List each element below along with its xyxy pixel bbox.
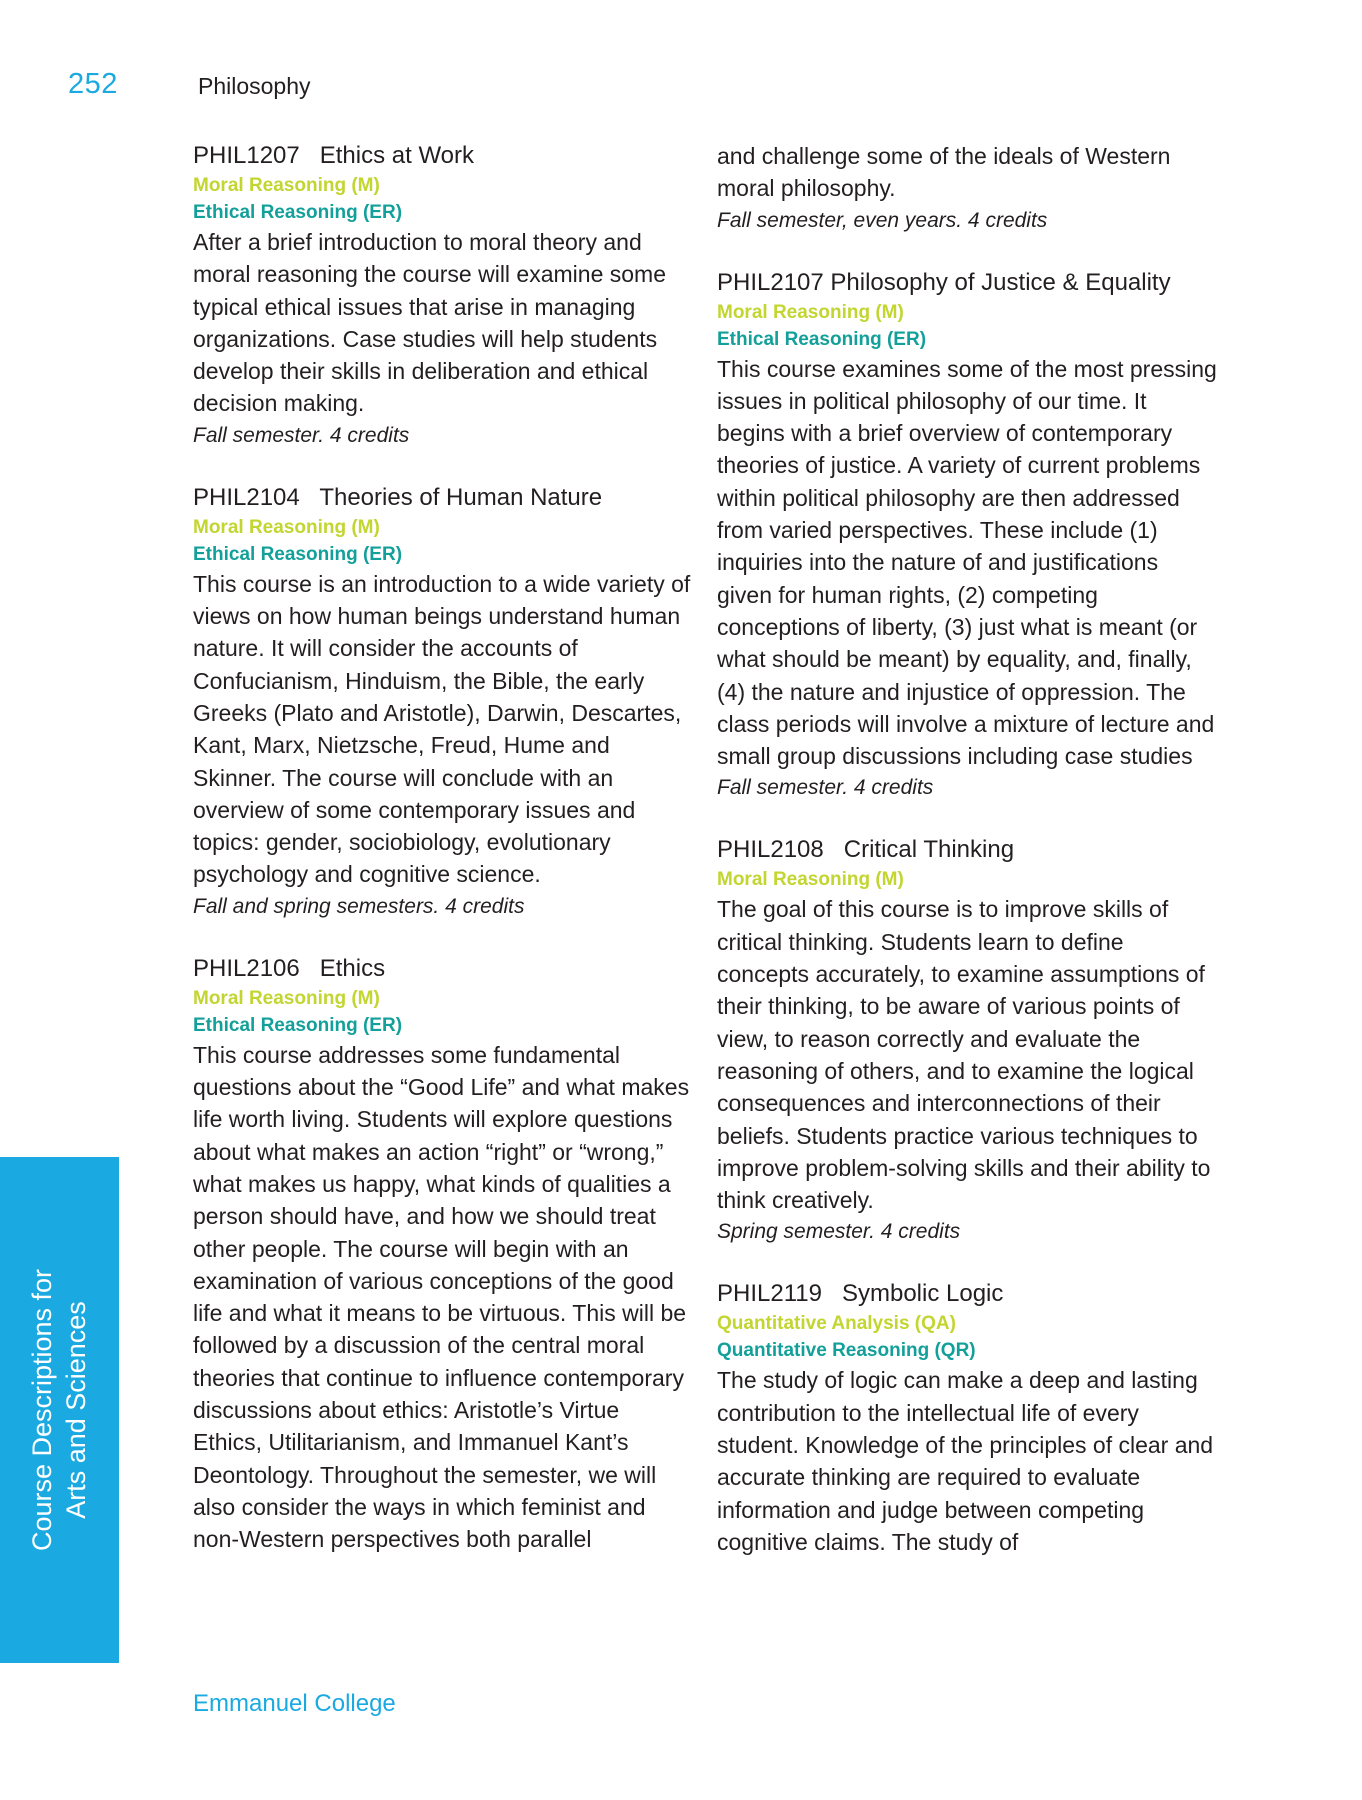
course-tag: Ethical Reasoning (ER)	[717, 328, 927, 350]
course-meta: Fall semester. 4 credits	[717, 776, 934, 800]
section-title: Philosophy	[198, 73, 311, 99]
course-meta: Spring semester. 4 credits	[717, 1220, 961, 1244]
course-tag: Quantitative Analysis (QA)	[717, 1313, 956, 1335]
side-tab	[0, 1157, 119, 1663]
course-description: The study of logic can make a deep and lasting contribution to the intellectual life of every student. Knowledge of the principles of clear and accurate thinking are required to evaluate information and judge between competing cognitive claims. The study of	[717, 1367, 1214, 1555]
footer-college: Emmanuel College	[193, 1690, 396, 1717]
course-tag: Ethical Reasoning (ER)	[193, 202, 403, 223]
course-meta: Fall semester, even years. 4 credits	[717, 208, 1048, 232]
course-phil2106-continued	[717, 140, 1217, 237]
course-description: This course examines some of the most pressing issues in political philosophy of our time. It begins with a brief overview of contemporary theories of justice. A variety of current problems within political philosophy are then addressed from varied perspectives. These include (1) inquiries into the nature of and justifications given for human rights, (2) competing conceptions of liberty, (3) just what is meant (or what should be meant) by equality, and, finally, (4) the nature and injustice of oppression. The class periods will involve a mixture of lecture and small group discussions including case studies	[717, 355, 1217, 770]
left-column	[193, 140, 693, 1586]
course-description: The goal of this course is to improve skills of critical thinking. Students learn to define concepts accurately, to examine assumptions of their thinking, to be aware of various points of view, to reason correctly and evaluate the reasoning of others, and to examine the logical consequences and interconnections of their beliefs. Students practice various techniques to improve problem-solving skills and their ability to think creatively.	[717, 896, 1211, 1214]
course-tag: Ethical Reasoning (ER)	[193, 543, 403, 565]
course-meta: Fall and spring semesters. 4 credits	[193, 894, 525, 918]
course-tag: Moral Reasoning (M)	[717, 301, 904, 323]
course-title: PHIL2119 Symbolic Logic	[717, 1280, 1004, 1308]
course-tag: Quantitative Reasoning (QR)	[717, 1340, 976, 1362]
course-title: PHIL2104 Theories of Human Nature	[193, 483, 603, 511]
right-column	[717, 140, 1217, 1588]
course-phil1207	[193, 140, 693, 452]
side-tab-label	[25, 1269, 93, 1551]
course-phil2119	[717, 1278, 1217, 1558]
course-meta: Fall semester. 4 credits	[193, 423, 410, 447]
course-title: PHIL2106 Ethics	[193, 954, 386, 982]
course-phil2107	[717, 267, 1217, 805]
side-tab-line: Course Descriptions for	[27, 1268, 57, 1552]
course-tag: Moral Reasoning (M)	[717, 869, 904, 891]
course-tag: Moral Reasoning (M)	[193, 175, 380, 196]
course-tag: Moral Reasoning (M)	[193, 987, 380, 1009]
course-phil2108	[717, 834, 1217, 1248]
course-title: PHIL1207 Ethics at Work	[193, 142, 475, 169]
course-tag: Ethical Reasoning (ER)	[193, 1014, 403, 1036]
course-description: This course is an introduction to a wide variety of views on how human beings understand human nature. It will consider the accounts of Confucianism, Hinduism, the Bible, the early Greeks (Plato and Aristotle), Darwin, Descartes, Kant, Marx, Nietzsche, Freud, Hume and Skinner. The course will conclude with an overview of some contemporary issues and topics: gender, sociobiology, evolutionary psychology and cognitive science.	[193, 570, 691, 888]
course-phil2106	[193, 953, 693, 1556]
course-description: and challenge some of the ideals of Western moral philosophy.	[717, 143, 1171, 202]
course-tag: Moral Reasoning (M)	[193, 516, 380, 538]
course-title: PHIL2107 Philosophy of Justice & Equality	[717, 268, 1171, 296]
course-description: This course addresses some fundamental questions about the “Good Life” and what makes life worth living. Students will explore questions about what makes an action “right” or “wrong,” what makes us happy, what kinds of qualities a person should have, and how we should treat other people. The course will begin with an examination of various conceptions of the good life and what it means to be virtuous. This will be followed by a discussion of the central moral theories that continue to influence contemporary discussions about ethics: Aristotle’s Virtue Ethics, Utilitarianism, and Immanuel Kant’s Deontology. Throughout the semester, we will also consider the ways in which feminist and non-Western perspectives both parallel	[193, 1041, 690, 1553]
course-phil2104	[193, 482, 693, 923]
side-tab-line: Arts and Sciences	[61, 1301, 91, 1519]
course-description: After a brief introduction to moral theory and moral reasoning the course will examine some typical ethical issues that arise in managing organizations. Case studies will help students develop their skills in deliberation and ethical decision making.	[193, 229, 666, 417]
course-title: PHIL2108 Critical Thinking	[717, 836, 1015, 864]
page-number: 252	[68, 68, 118, 100]
